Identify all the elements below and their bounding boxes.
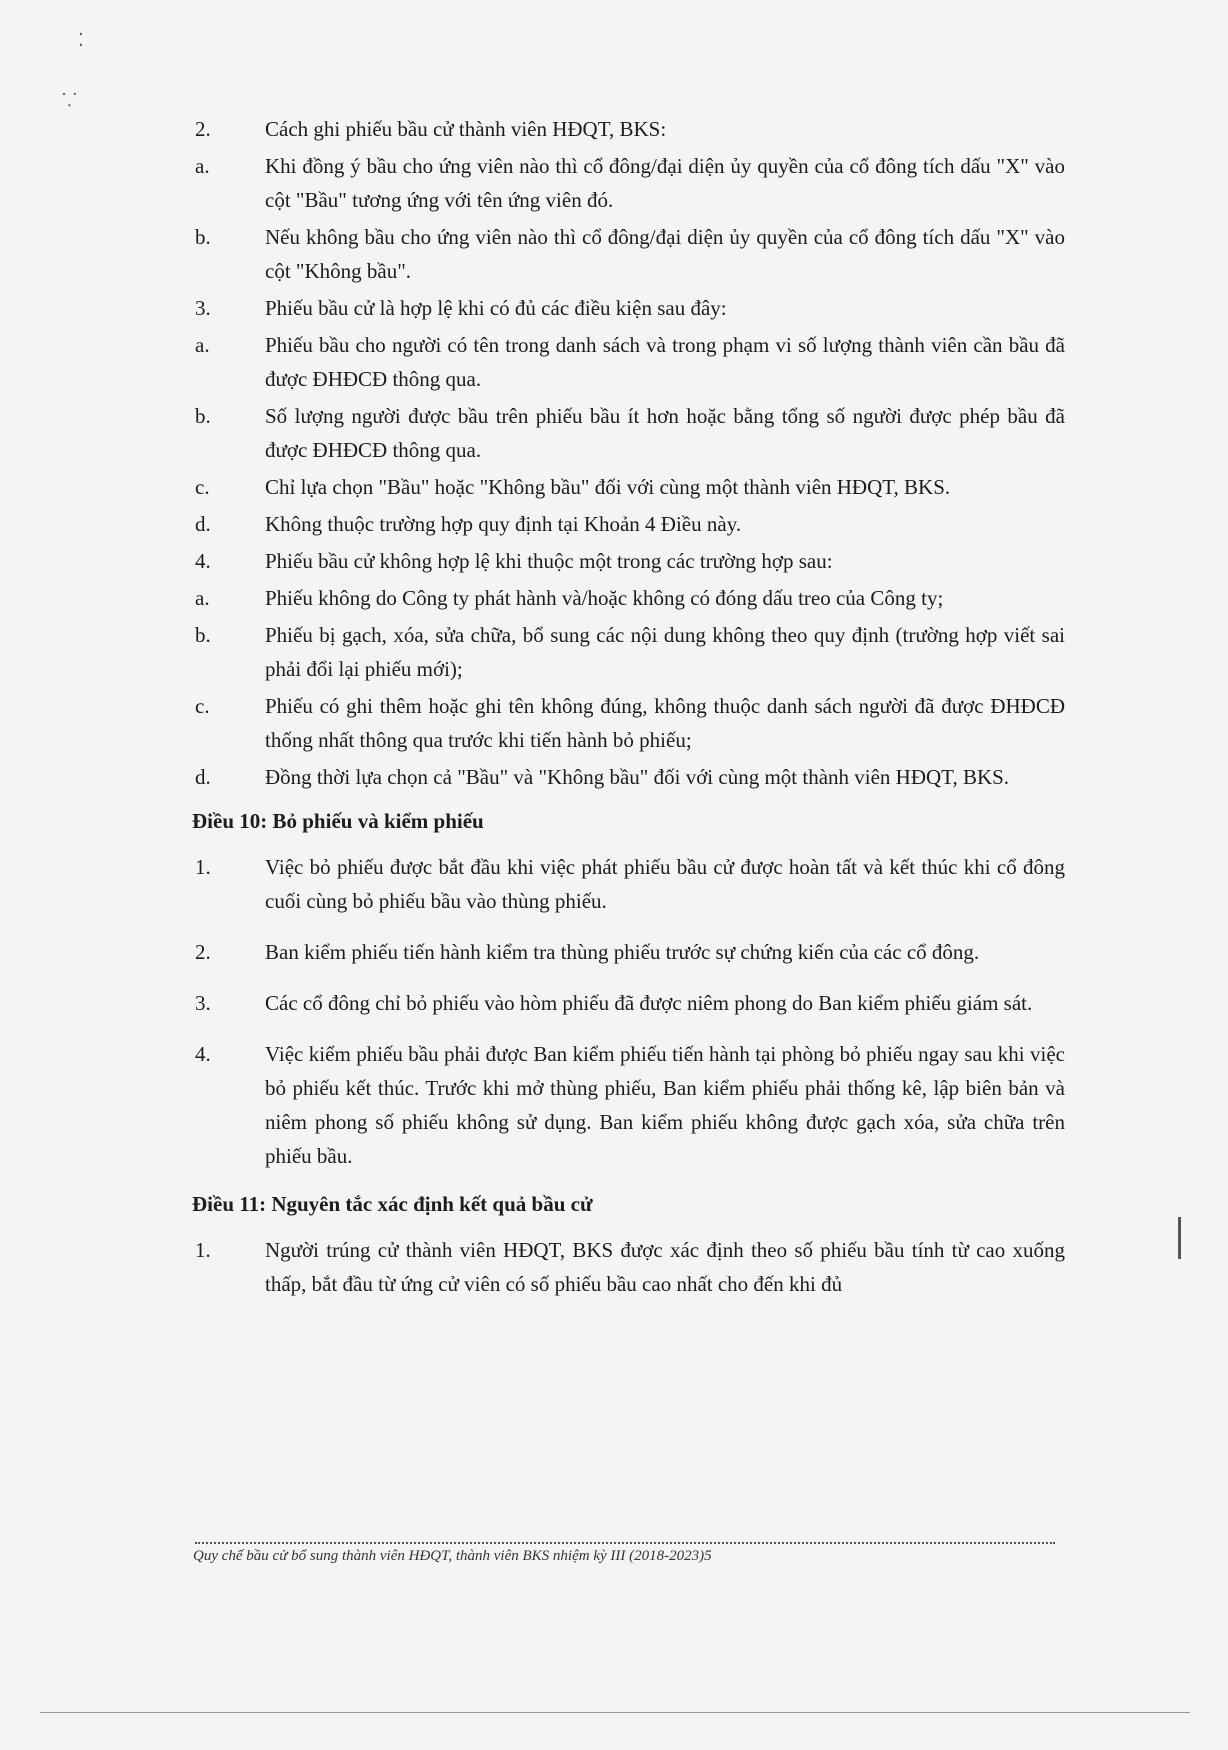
list-item	[195, 850, 1065, 918]
item-number: a.	[195, 333, 210, 357]
item-text: Chỉ lựa chọn "Bầu" hoặc "Không bầu" đối với cùng một thành viên HĐQT, BKS.	[265, 475, 951, 499]
list-item	[195, 399, 1065, 467]
list-item	[195, 689, 1065, 757]
item-number: 4.	[195, 1042, 211, 1066]
scan-mark	[1178, 1217, 1181, 1259]
item-number: 4.	[195, 549, 211, 573]
item-text: Không thuộc trường hợp quy định tại Khoản 4 Điều này.	[265, 512, 742, 536]
item-text: Phiếu không do Công ty phát hành và/hoặc không có đóng dấu treo của Công ty;	[265, 586, 944, 610]
scan-edge-line	[40, 1712, 1190, 1713]
voting-procedure-list	[195, 850, 1065, 1173]
item-text: Ban kiểm phiếu tiến hành kiểm tra thùng phiếu trước sự chứng kiến của các cổ đông.	[265, 940, 980, 964]
list-item	[195, 220, 1065, 288]
item-number: a.	[195, 154, 210, 178]
article-11-heading: Điều 11: Nguyên tắc xác định kết quả bầu cử	[192, 1192, 593, 1216]
list-item	[195, 112, 1065, 146]
list-item	[195, 618, 1065, 686]
list-item	[195, 291, 1065, 325]
item-number: c.	[195, 475, 210, 499]
scan-speck: ⸪	[62, 90, 77, 110]
item-text: Việc bỏ phiếu được bắt đầu khi việc phát phiếu bầu cử được hoàn tất và kết thúc khi cổ đông cuối cùng bỏ phiếu bầu vào thùng phiếu.	[265, 855, 1065, 913]
article-10-heading: Điều 10: Bỏ phiếu và kiểm phiếu	[192, 809, 484, 833]
item-number: a.	[195, 586, 210, 610]
item-number: c.	[195, 694, 210, 718]
scan-speck: ⁚	[78, 30, 84, 50]
item-text: Cách ghi phiếu bầu cử thành viên HĐQT, BKS:	[265, 117, 667, 141]
item-text: Số lượng người được bầu trên phiếu bầu ít hơn hoặc bằng tổng số người được phép bầu đã được ĐHĐCĐ thông qua.	[265, 404, 1065, 462]
item-text: Phiếu bầu cử không hợp lệ khi thuộc một trong các trường hợp sau:	[265, 549, 833, 573]
list-item	[195, 986, 1065, 1020]
item-number: 3.	[195, 296, 211, 320]
item-text: Phiếu bầu cho người có tên trong danh sách và trong phạm vi số lượng thành viên cần bầu đã được ĐHĐCĐ thông qua.	[265, 333, 1065, 391]
list-item	[195, 1233, 1065, 1301]
item-number: 2.	[195, 940, 211, 964]
item-number: 1.	[195, 855, 211, 879]
item-number: b.	[195, 623, 211, 647]
item-number: d.	[195, 765, 211, 789]
item-text: Người trúng cử thành viên HĐQT, BKS được xác định theo số phiếu bầu tính từ cao xuống thấp, bắt đầu từ ứng cử viên có số phiếu bầu cao nhất cho đến khi đủ	[265, 1238, 1065, 1296]
document-body	[192, 112, 1065, 1301]
item-number: d.	[195, 512, 211, 536]
list-item	[195, 581, 1065, 615]
item-number: 1.	[195, 1238, 211, 1262]
item-text: Phiếu có ghi thêm hoặc ghi tên không đúng, không thuộc danh sách người đã được ĐHĐCĐ thống nhất thông qua trước khi tiến hành bỏ phiếu;	[265, 694, 1065, 752]
item-number: b.	[195, 225, 211, 249]
result-rules-list	[195, 1233, 1065, 1301]
ballot-rules-list	[195, 112, 1065, 794]
page-footer: Quy chế bầu cử bổ sung thành viên HĐQT, thành viên BKS nhiệm kỳ III (2018-2023)5	[193, 1548, 712, 1564]
item-text: Việc kiểm phiếu bầu phải được Ban kiểm phiếu tiến hành tại phòng bỏ phiếu ngay sau khi việc bỏ phiếu kết thúc. Trước khi mở thùng phiếu, Ban kiểm phiếu phải thống kê, lập biên bản và niêm phong số phiếu không sử dụng. Ban kiểm phiếu không được gạch xóa, sửa chữa trên phiếu bầu.	[265, 1042, 1065, 1168]
list-item	[195, 1037, 1065, 1173]
item-number: b.	[195, 404, 211, 428]
item-text: Phiếu bị gạch, xóa, sửa chữa, bổ sung các nội dung không theo quy định (trường hợp viết sai phải đổi lại phiếu mới);	[265, 623, 1065, 681]
item-number: 3.	[195, 991, 211, 1015]
item-text: Đồng thời lựa chọn cả "Bầu" và "Không bầu" đối với cùng một thành viên HĐQT, BKS.	[265, 765, 1010, 789]
list-item	[195, 149, 1065, 217]
list-item	[195, 507, 1065, 541]
item-text: Khi đồng ý bầu cho ứng viên nào thì cổ đông/đại diện ủy quyền của cổ đông tích dấu "X" vào cột "Bầu" tương ứng với tên ứng viên đó.	[265, 154, 1065, 212]
list-item	[195, 935, 1065, 969]
list-item	[195, 328, 1065, 396]
item-text: Các cổ đông chỉ bỏ phiếu vào hòm phiếu đã được niêm phong do Ban kiểm phiếu giám sát.	[265, 991, 1033, 1015]
footer-divider	[195, 1542, 1055, 1544]
list-item	[195, 470, 1065, 504]
list-item	[195, 760, 1065, 794]
item-text: Nếu không bầu cho ứng viên nào thì cổ đông/đại diện ủy quyền của cổ đông tích dấu "X" vào cột "Không bầu".	[265, 225, 1065, 283]
item-number: 2.	[195, 117, 211, 141]
list-item	[195, 544, 1065, 578]
item-text: Phiếu bầu cử là hợp lệ khi có đủ các điều kiện sau đây:	[265, 296, 727, 320]
